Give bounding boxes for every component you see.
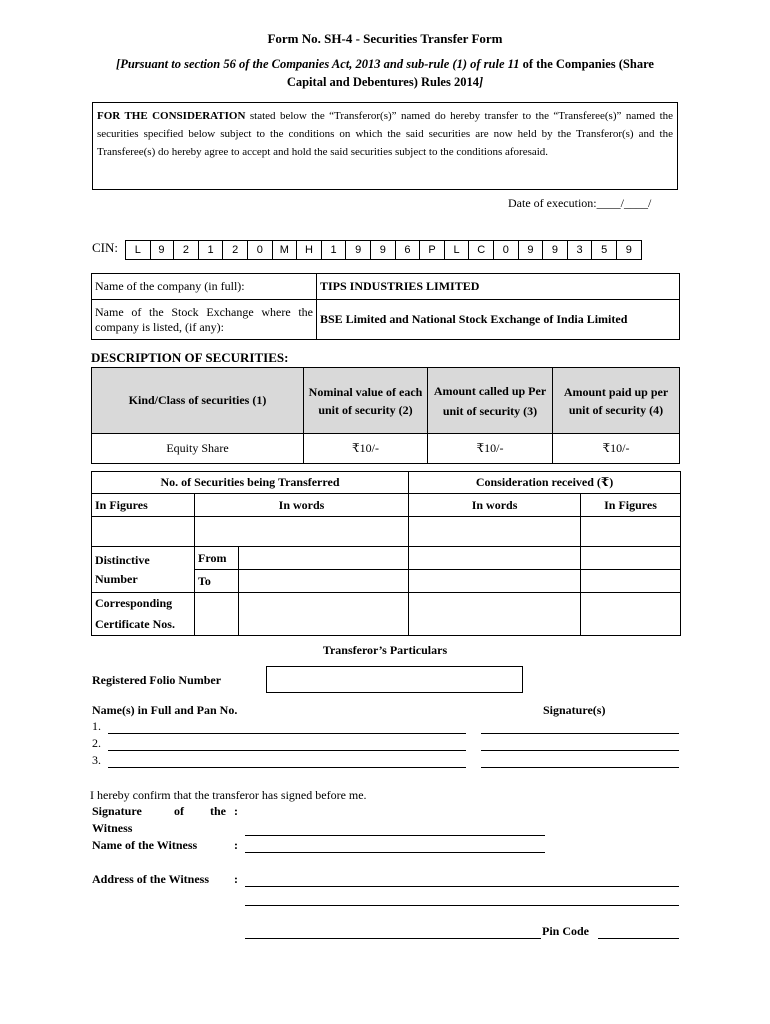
transferor-heading: Transferor’s Particulars bbox=[322, 643, 448, 657]
name-line-2[interactable] bbox=[108, 750, 466, 751]
witness-address-label: Address of the Witness bbox=[92, 872, 210, 886]
pin-code-line[interactable] bbox=[598, 938, 679, 939]
witness-signature-line[interactable] bbox=[245, 835, 545, 836]
sig-word-witness: Witness bbox=[92, 821, 133, 835]
company-table bbox=[91, 273, 680, 340]
transfer-table bbox=[91, 471, 681, 636]
witness-address-colon: : bbox=[234, 872, 238, 886]
in-words-label-2: In words bbox=[409, 494, 581, 517]
witness-name-colon: : bbox=[234, 838, 238, 852]
sig-colon: : bbox=[234, 804, 238, 818]
in-figures-label-2: In Figures bbox=[581, 494, 681, 517]
folio-label: Registered Folio Number bbox=[92, 673, 222, 687]
cin-char-box: C bbox=[469, 240, 494, 260]
col-called-up: Amount called up Per unit of security (3) bbox=[428, 368, 553, 434]
row-nominal: ₹10/- bbox=[304, 434, 428, 464]
sig-word-signature: Signature bbox=[92, 804, 142, 818]
cin-char-box: H bbox=[297, 240, 322, 260]
col-paid-up: Amount paid up per unit of security (4) bbox=[553, 368, 680, 434]
cin-char-box: 5 bbox=[592, 240, 617, 260]
cin-char-box: 6 bbox=[396, 240, 421, 260]
cin-char-box: 9 bbox=[150, 240, 175, 260]
exchange-label: Name of the Stock Exchange where the company is listed, (if any): bbox=[92, 300, 317, 340]
witness-name-label: Name of the Witness bbox=[92, 838, 198, 852]
in-figures-field[interactable] bbox=[92, 517, 195, 547]
to-field-1[interactable] bbox=[239, 570, 409, 593]
in-figures-label: In Figures bbox=[92, 494, 195, 517]
signatures-label: Signature(s) bbox=[543, 703, 606, 717]
consideration-figures-field[interactable] bbox=[581, 517, 681, 547]
cert-field-2[interactable] bbox=[409, 593, 581, 636]
from-field-3[interactable] bbox=[581, 547, 681, 570]
subtitle-italic: [Pursuant to section 56 of the Companies Act, 2013 and sub-rule (1) of rule 11 bbox=[116, 57, 520, 71]
company-name-label: Name of the company (in full): bbox=[92, 274, 317, 300]
no-securities-heading: No. of Securities being Transferred bbox=[92, 472, 409, 494]
signature-line-3[interactable] bbox=[481, 767, 679, 768]
description-heading: DESCRIPTION OF SECURITIES: bbox=[91, 350, 289, 365]
cin-char-box: 1 bbox=[199, 240, 224, 260]
description-table bbox=[91, 367, 680, 464]
in-words-field[interactable] bbox=[195, 517, 409, 547]
consideration-text: stated below the “Transferor(s)” named do hereby transfer to the “Transferee(s)” named the securities specified below subject to the conditions on which the said securities are now held by the Transferor(s) and the Transferee(s) do hereby agree to accept and hold the said securities subject to the conditions aforesaid. bbox=[97, 110, 674, 158]
consideration-lead: FOR THE CONSIDERATION bbox=[97, 110, 246, 122]
row-kind: Equity Share bbox=[92, 434, 304, 464]
to-label: To bbox=[195, 570, 239, 593]
form-subtitle bbox=[100, 55, 670, 91]
witness-address-line-1[interactable] bbox=[245, 886, 679, 887]
form-title: Form No. SH-4 - Securities Transfer Form bbox=[267, 31, 503, 46]
cin-char-box: 9 bbox=[519, 240, 544, 260]
cin-char-box: 2 bbox=[174, 240, 199, 260]
signature-line-2[interactable] bbox=[481, 750, 679, 751]
cin-char-box: 2 bbox=[223, 240, 248, 260]
subtitle-close: ] bbox=[478, 75, 484, 89]
name-line-3[interactable] bbox=[108, 767, 466, 768]
to-field-2[interactable] bbox=[409, 570, 581, 593]
name-number-1: 1. bbox=[92, 719, 101, 733]
name-number-2: 2. bbox=[92, 736, 101, 750]
subtitle-plain: of the Companies (Share Capital and Debentures) Rules 2014 bbox=[286, 57, 654, 89]
names-label: Name(s) in Full and Pan No. bbox=[92, 703, 238, 717]
cert-field-1[interactable] bbox=[239, 593, 409, 636]
from-label: From bbox=[195, 547, 239, 570]
cin-char-box: 3 bbox=[568, 240, 593, 260]
signature-line-1[interactable] bbox=[481, 733, 679, 734]
date-of-execution[interactable]: Date of execution:____/____/ bbox=[508, 196, 652, 210]
cin-char-box: M bbox=[273, 240, 298, 260]
from-field-1[interactable] bbox=[239, 547, 409, 570]
cin-char-box: 1 bbox=[322, 240, 347, 260]
cin-char-box: 0 bbox=[248, 240, 273, 260]
cert-field-0[interactable] bbox=[195, 593, 239, 636]
exchange-value: BSE Limited and National Stock Exchange of India Limited bbox=[317, 300, 680, 340]
witness-name-line[interactable] bbox=[245, 852, 545, 853]
row-paid-up: ₹10/- bbox=[553, 434, 680, 464]
from-field-2[interactable] bbox=[409, 547, 581, 570]
cin-char-box: 9 bbox=[346, 240, 371, 260]
witness-address-line-2[interactable] bbox=[245, 905, 679, 906]
witness-address-line-3[interactable] bbox=[245, 938, 541, 939]
in-words-label: In words bbox=[195, 494, 409, 517]
distinctive-label: Distinctive Number bbox=[92, 547, 195, 593]
name-number-3: 3. bbox=[92, 753, 101, 767]
consideration-heading: Consideration received (₹) bbox=[409, 472, 681, 494]
company-name-value: TIPS INDUSTRIES LIMITED bbox=[317, 274, 680, 300]
row-called-up: ₹10/- bbox=[428, 434, 553, 464]
cin-char-box: 9 bbox=[543, 240, 568, 260]
cin-char-box: 0 bbox=[494, 240, 519, 260]
pin-code-label: Pin Code bbox=[542, 924, 590, 938]
to-field-3[interactable] bbox=[581, 570, 681, 593]
col-nominal: Nominal value of each unit of security (2) bbox=[304, 368, 428, 434]
cin-label: CIN: bbox=[92, 240, 118, 255]
cin-char-box: L bbox=[125, 240, 151, 260]
consideration-words-field[interactable] bbox=[409, 517, 581, 547]
cert-field-3[interactable] bbox=[581, 593, 681, 636]
folio-input[interactable] bbox=[266, 666, 523, 693]
sig-word-of: of bbox=[174, 804, 184, 818]
sig-word-the: the bbox=[210, 804, 226, 818]
col-kind: Kind/Class of securities (1) bbox=[92, 368, 304, 434]
consideration-box bbox=[92, 102, 678, 190]
cin-char-box: P bbox=[420, 240, 445, 260]
witness-confirm: I hereby confirm that the transferor has signed before me. bbox=[90, 788, 367, 802]
name-line-1[interactable] bbox=[108, 733, 466, 734]
cin-char-box: 9 bbox=[371, 240, 396, 260]
corresponding-label: Corresponding Certificate Nos. bbox=[92, 593, 195, 636]
cin-char-box: 9 bbox=[617, 240, 642, 260]
cin-char-box: L bbox=[445, 240, 470, 260]
